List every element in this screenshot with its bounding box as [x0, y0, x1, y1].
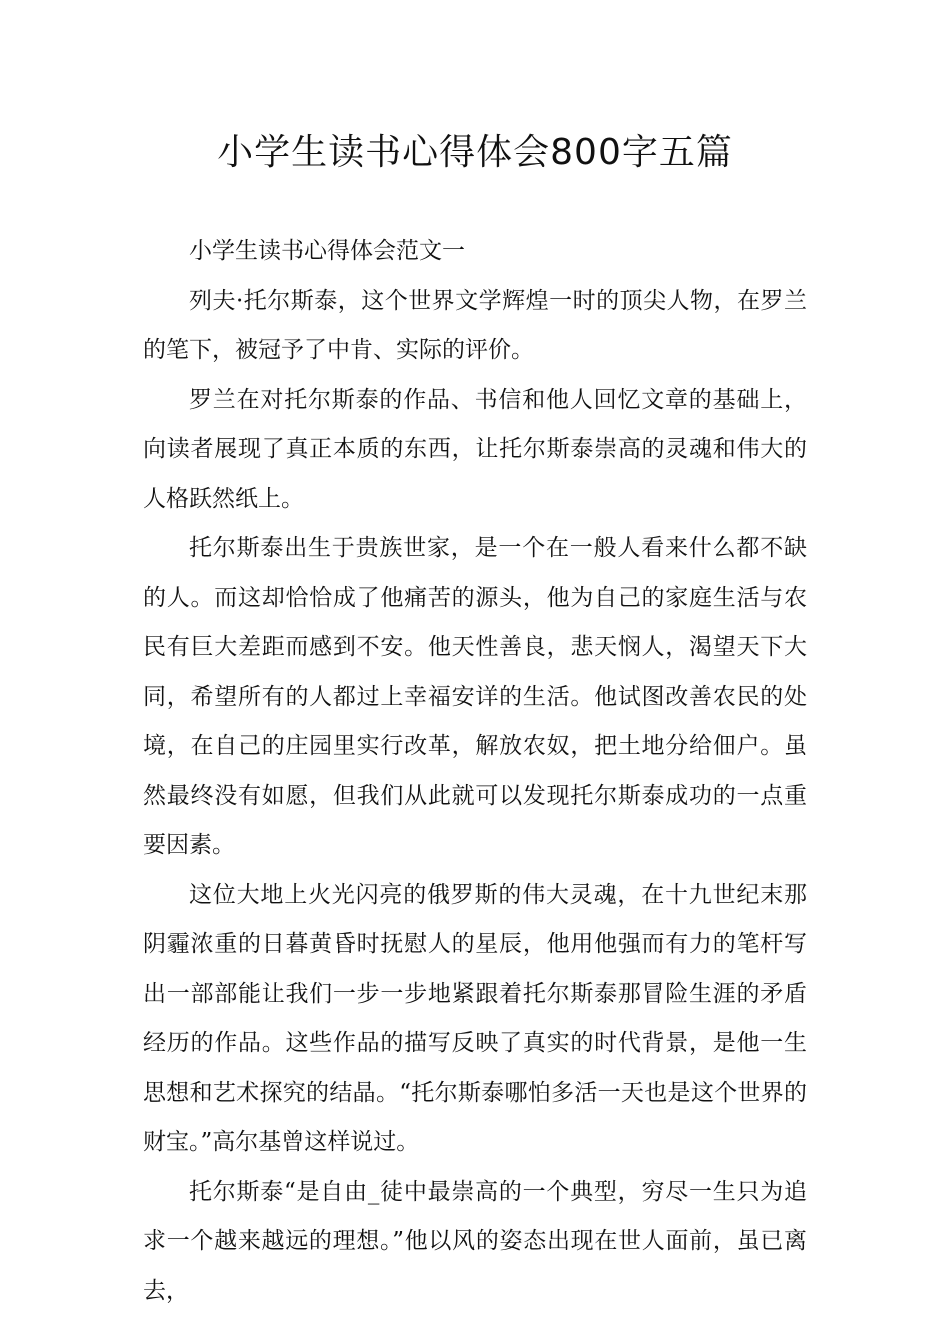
paragraph: 罗兰在对托尔斯泰的作品、书信和他人回忆文章的基础上，向读者展现了真正本质的东西，让托尔斯泰崇高的灵魂和伟大的人格跃然纸上。: [143, 386, 807, 512]
paragraph: 托尔斯泰“是自由_徒中最崇高的一个典型，穷尽一生只为追求一个越来越远的理想。”他以风的姿态出现在世人面前，虽已离去，: [143, 1178, 807, 1304]
paragraph: 托尔斯泰出生于贵族世家，是一个在一般人看来什么都不缺的人。而这却恰恰成了他痛苦的源头，他为自己的家庭生活与农民有巨大差距而感到不安。他天性善良，悲天悯人，渴望天下大同，希望所有的人都过上幸福安详的生活。他试图改善农民的处境，在自己的庄园里实行改革，解放农奴，把土地分给佃户。虽然最终没有如愿，但我们从此就可以发现托尔斯泰成功的一点重要因素。: [143, 535, 807, 858]
section-heading: 小学生读书心得体会范文一: [189, 238, 465, 264]
paragraph: 这位大地上火光闪亮的俄罗斯的伟大灵魂，在十九世纪末那阴霾浓重的日暮黄昏时抚慰人的星辰，他用他强而有力的笔杆写出一部部能让我们一步一步地紧跟着托尔斯泰那冒险生涯的矛盾经历的作品。这些作品的描写反映了真实的时代背景，是他一生思想和艺术探究的结晶。“托尔斯泰哪怕多活一天也是这个世界的财宝。”高尔基曾这样说过。: [143, 881, 807, 1155]
document-body: [143, 227, 807, 1316]
document-title: 小学生读书心得体会800字五篇: [217, 132, 733, 173]
paragraph: 列夫·托尔斯泰，这个世界文学辉煌一时的顶尖人物，在罗兰的笔下，被冠予了中肯、实际的评价。: [143, 287, 807, 363]
